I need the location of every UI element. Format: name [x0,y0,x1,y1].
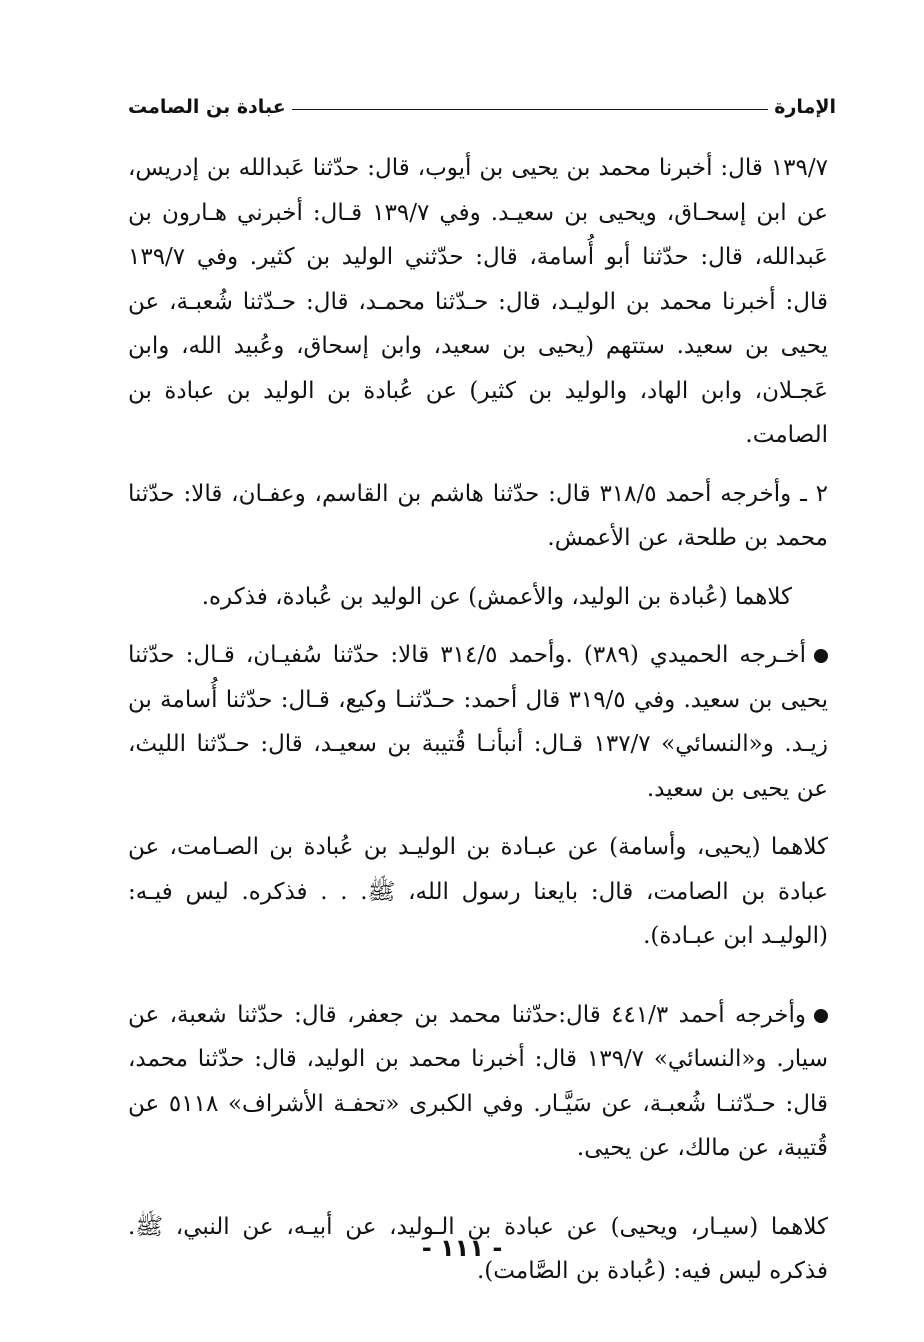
header-chapter-title: الإمارة [774,96,836,118]
body-text [128,146,828,1294]
bullet-icon [814,1009,828,1023]
paragraph-5: كلاهما (يحيى، وأسامة) عن عبـادة بن الوليـد بن عُبادة بن الصـامت، عن عبادة بن الصامت، قال: بايعنا رسول الله، ﷺ. . . فذكره. ليس فيـه: (الوليـد ابن عبـادة). [128,834,828,949]
paragraph-4 [128,633,828,811]
running-header [128,86,836,120]
header-section-title: عبادة بن الصامت [128,96,286,118]
paragraph-3: كلاهما (عُبادة بن الوليد، والأعمش) عن الوليد بن عُبادة، فذكره. [201,583,792,610]
header-rule [292,109,769,110]
paragraph-4-text: أخـرجه الحميدي (٣٨٩) .وأحمد ٣١٤/٥ قالا: حدّثنا سُفيـان، قـال: حدّثنا يحيى بن سعيد. وفي ٣١٩/٥ قال أحمد: حـدّثنـا وكيع، قـال: حدّثنا أُسامة بن زيـد. و«النسائي» ١٣٧/٧ قـال: أنبأنـا قُتيبة بن سعيـد، قال: حـدّثنا الليث، عن يحيى بن سعيد. [128,642,829,802]
paragraph-7: كلاهما (سيـار، ويحيى) عن عبادة بن الـوليد، عن أبيـه، عن النبي، ﷺ. فذكره ليس فيه: (عُبادة بن الصَّامت). [128,1213,828,1284]
bullet-icon [814,649,828,663]
page-number: - ١١١ - [421,1234,503,1262]
paragraph-6 [128,993,828,1171]
paragraph-2: ٢ ـ وأخرجه أحمد ٣١٨/٥ قال: حدّثنا هاشم بن القاسم، وعفـان، قالا: حدّثنا محمد بن طلحة، عن الأعمش. [128,480,828,551]
paragraph-1: ١٣٩/٧ قال: أخبرنا محمد بن يحيى بن أيوب، قال: حدّثنا عَبدالله بن إدريس، عن ابن إسحـاق، ويحيى بن سعيـد. وفي ١٣٩/٧ قـال: أخبرني هـارون بن عَبدالله، قال: حدّثنا أبو أُسامة، قال: حدّثني الوليد بن كثير. وفي ١٣٩/٧ قال: أخبرنا محمد بن الوليـد، قال: حـدّثنا محمـد، قال: حـدّثنا شُعبـة، عن يحيى بن سعيد. ستتهم (يحيى بن سعيد، وابن إسحاق، وعُبيد الله، وابن عَجـلان، وابن الهاد، والوليد بن كثير) عن عُبادة بن الوليد بن عبادة بن الصامت. [128,155,828,448]
paragraph-6-text: وأخرجه أحمد ٤٤١/٣ قال:حدّثنا محمد بن جعفر، قال: حدّثنا شعبة، عن سيار. و«النسائي» ١٣٩/٧ قال: أخبرنا محمد بن الوليد، قال: حدّثنا محمد، قال: حـدّثنـا شُعبـة، عن سَيَّـار. وفي الكبرى «تحفـة الأشراف» ٥١١٨ عن قُتيبة، عن مالك، عن يحيى. [128,1001,828,1161]
